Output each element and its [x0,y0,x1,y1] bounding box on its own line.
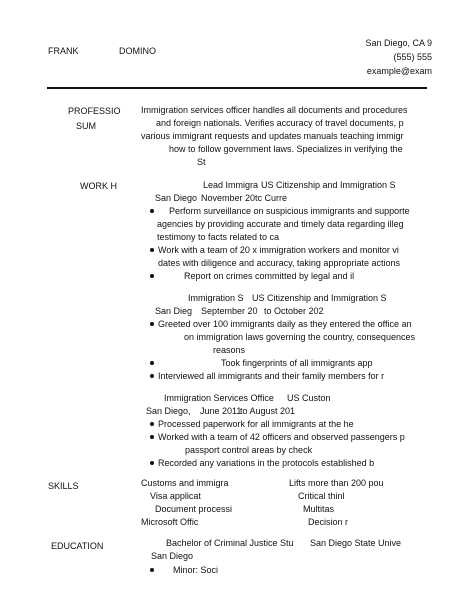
last-name: DOMINO [119,46,156,56]
job-bullet-text: Report on crimes committed by legal and il [184,271,355,281]
job-bullet-text: Greeted over 100 immigrants daily as they entered the office an [158,319,412,329]
job-bullet-text: Recorded any variations in the protocols established b [158,458,375,468]
bullet-icon [150,274,154,278]
job-bullet-text: Work with a team of 20 x immigration workers and monitor vi [158,245,399,255]
bullet-icon [150,209,154,213]
bullet-icon [150,435,154,439]
bullet-icon [150,422,154,426]
job-bullet [150,206,159,216]
bullet-icon [150,248,154,252]
skill-item: Multitas [303,504,335,514]
education-bullet [150,565,159,575]
job-bullet-text: dates with diligence and accuracy, taking appropriate actions [158,258,400,268]
first-name: FRANK [48,46,79,56]
job-location: San Diego [155,193,198,203]
summary-line: St [197,157,206,167]
job-location: San Dieg [155,306,193,316]
summary-heading-line2: SUM [76,121,96,131]
education-heading: EDUCATION [51,541,104,551]
job-bullet-text: Interviewed all immigrants and their family members for r [158,371,385,381]
contact-email: example@exam [366,66,432,76]
job-location: San Diego, [146,406,191,416]
bullet-icon [150,361,154,365]
job-bullet-text: Processed paperwork for all immigrants at the he [158,419,354,429]
job-dates-end: to August 201 [240,406,296,416]
bullet-icon [150,568,154,572]
summary-line: various immigrant requests and updates manuals teaching immigr [141,131,404,141]
skill-item: Document processi [155,504,233,514]
education-minor: Minor: Soci [173,565,219,575]
job-dates-end: tc Curre [255,193,288,203]
job-dates-start: June 2011 [200,406,242,416]
job-bullet-text: Worked with a team of 42 officers and observed passengers p [158,432,405,442]
job-dates-start: November 20 [201,193,256,203]
education-school: San Diego State Unive [310,538,402,548]
job-bullet [150,358,159,368]
job-title: Lead Immigra [203,180,259,190]
job-bullet-text: testimony to facts related to ca [157,232,280,242]
summary-heading-line1: PROFESSIO [68,106,121,116]
job-dates-start: September 20 [201,306,258,316]
education-location: San Diego [151,551,194,561]
job-employer: US Citizenship and Immigration S [252,293,387,303]
job-employer: US Citizenship and Immigration S [261,180,396,190]
job-dates-end: to October 202 [264,306,324,316]
summary-line: Immigration services officer handles all documents and procedures [141,105,408,115]
job-bullet-text: Perform surveillance on suspicious immigrants and supporte [169,206,410,216]
job-bullet-text: passport control areas by check [185,445,313,455]
skill-item: Lifts more than 200 pou [289,478,384,488]
bullet-icon [150,322,154,326]
education-degree: Bachelor of Criminal Justice Stu [166,538,294,548]
work-heading: WORK H [80,181,117,191]
job-bullet [150,271,159,281]
skill-item: Visa applicat [150,491,201,501]
job-employer: US Custon [287,393,331,403]
job-title: Immigration S [188,293,244,303]
job-bullet-text: reasons [213,345,246,355]
summary-line: how to follow government laws. Specializes in verifying the [169,144,403,154]
job-bullet-text: Took fingerprints of all immigrants app [221,358,373,368]
skill-item: Decision r [308,517,349,527]
header-divider [47,87,427,89]
bullet-icon [150,374,154,378]
job-bullet-text: on immigration laws governing the country, consequences [184,332,415,342]
job-title: Immigration Services Office [164,393,274,403]
skill-item: Critical thinl [298,491,345,501]
skills-heading: SKILLS [48,481,79,491]
skill-item: Customs and immigra [141,478,229,488]
bullet-icon [150,461,154,465]
contact-city: San Diego, CA 9 [365,38,432,48]
contact-phone: (555) 555 [393,52,432,62]
summary-line: and foreign nationals. Verifies accuracy of travel documents, p [156,118,404,128]
skill-item: Microsoft Offic [141,517,199,527]
job-bullet-text: agencies by providing accurate and timely data regarding illeg [157,219,404,229]
